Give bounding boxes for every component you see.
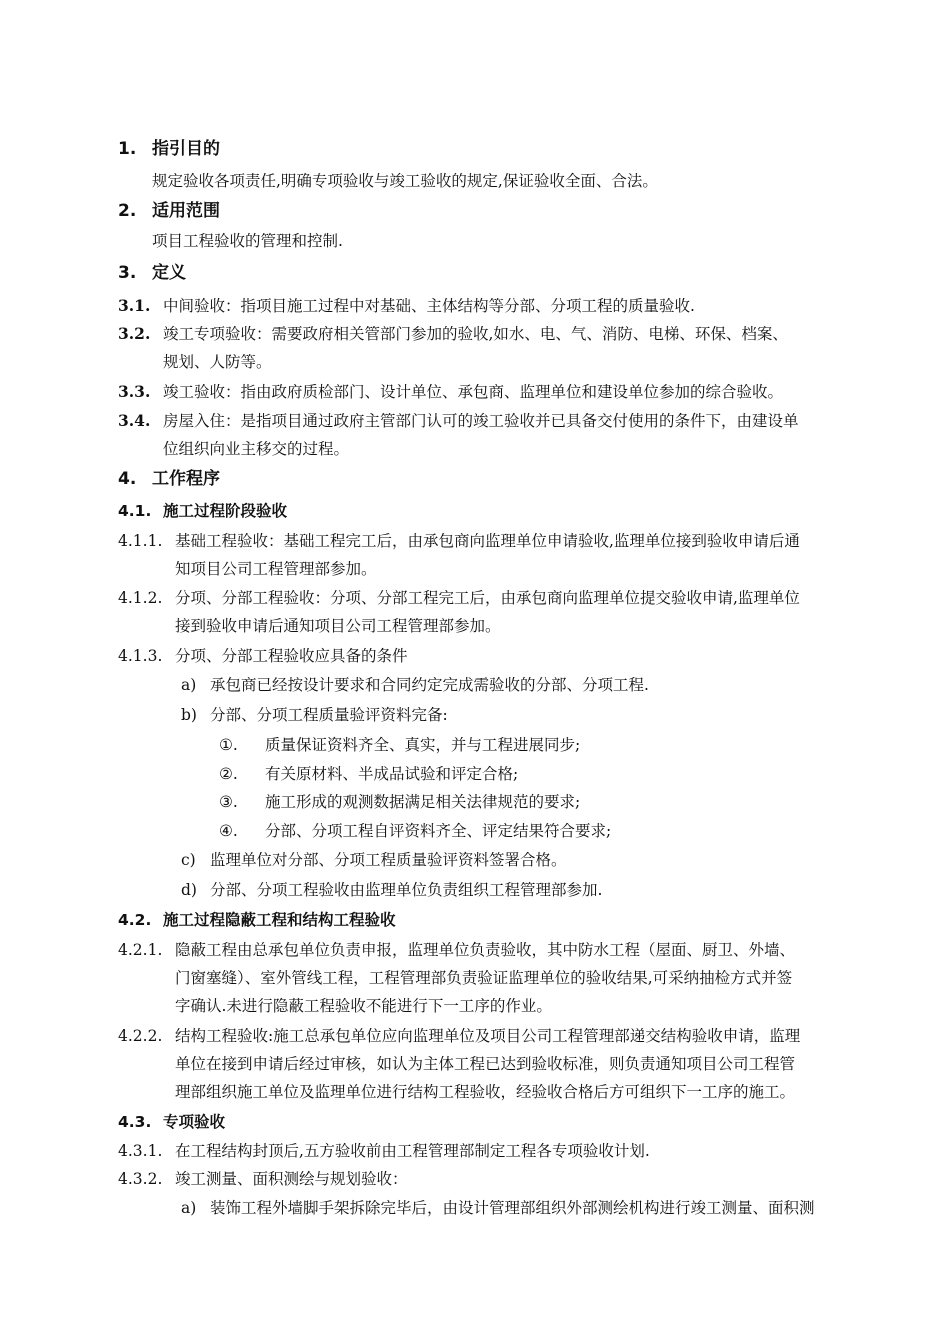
item-text: 房屋入住：是指项目通过政府主管部门认可的竣工验收并已具备交付使用的条件下，由建设单 [163,412,799,430]
clause-text: 分项、分部工程验收应具备的条件 [175,647,408,665]
item-text: 竣工专项验收：需要政府相关管部门参加的验收,如水、电、气、消防、电梯、环保、档案、 [163,325,788,343]
clause-text-continued: 门窗塞缝）、室外管线工程，工程管理部负责验证监理单位的验收结果,可采纳抽检方式并签 [175,969,793,987]
clause-number: 4.3.2. [118,1170,163,1188]
list-marker: c) [181,851,196,869]
item-number: 3.3. [118,382,151,401]
clause-text: 分项、分部工程验收：分项、分部工程完工后，由承包商向监理单位提交验收申请,监理单位 [175,589,800,607]
list-text: 装饰工程外墙脚手架拆除完毕后，由设计管理部组织外部测绘机构进行竣工测量、面积测 [210,1199,815,1217]
section-heading [0,200,950,224]
subsection-title: 施工过程隐蔽工程和结构工程验收 [163,911,396,929]
item-text-continued: 位组织向业主移交的过程。 [163,440,350,458]
clause-item [0,1140,950,1162]
sub-list-item [0,820,950,842]
subsection-title: 专项验收 [163,1113,226,1131]
clause-text-continued: 理部组织施工单位及监理单位进行结构工程验收，经验收合格后方可组织下一工序的施工。 [175,1083,796,1101]
section-title: 指引目的 [152,139,220,159]
subsection-title: 施工过程阶段验收 [163,502,288,520]
sub-list-text: 施工形成的观测数据满足相关法律规范的要求; [265,793,581,811]
item-number: 3.1. [118,296,151,315]
sub-list-text: 分部、分项工程自评资料齐全、评定结果符合要求; [265,822,612,840]
list-marker: a) [181,1199,197,1217]
clause-item [0,530,950,552]
list-text: 监理单位对分部、分项工程质量验评资料签署合格。 [210,851,567,869]
subsection-number: 4.1. [118,502,152,520]
item-text: 竣工验收：指由政府质检部门、设计单位、承包商、监理单位和建设单位参加的综合验收。 [163,383,784,401]
clause-number: 4.1.2. [118,589,163,607]
section-title: 适用范围 [152,201,220,221]
sub-list-item [0,734,950,756]
clause-text-continued: 知项目公司工程管理部参加。 [175,560,377,578]
definition-item [0,410,950,432]
subsection-number: 4.2. [118,911,152,929]
clause-text-continued: 字确认.未进行隐蔽工程验收不能进行下一工序的作业。 [175,997,552,1015]
sub-list-marker: ③. [219,793,238,811]
clause-number: 4.2.1. [118,941,163,959]
clause-text: 在工程结构封顶后,五方验收前由工程管理部制定工程各专项验收计划. [175,1142,650,1160]
section-title: 工作程序 [152,469,220,489]
section-heading [0,138,950,162]
paragraph: 项目工程验收的管理和控制. [152,232,343,250]
list-marker: d) [181,881,197,899]
paragraph: 规定验收各项责任,明确专项验收与竣工验收的规定,保证验收全面、合法。 [152,172,658,190]
definition-item [0,323,950,345]
list-marker: b) [181,706,197,724]
clause-item [0,939,950,961]
sub-list-text: 有关原材料、半成品试验和评定合格; [265,765,519,783]
clause-number: 4.2.2. [118,1027,163,1045]
clause-number: 4.1.3. [118,647,163,665]
list-marker: a) [181,676,197,694]
subsection-number: 4.3. [118,1113,152,1131]
clause-text: 竣工测量、面积测绘与规划验收： [175,1170,408,1188]
clause-item [0,645,950,667]
clause-item [0,1168,950,1190]
list-item [0,704,950,726]
list-item [0,849,950,871]
sub-list-text: 质量保证资料齐全、真实，并与工程进展同步; [265,736,581,754]
clause-text-continued: 单位在接到申请后经过审核，如认为主体工程已达到验收标准，则负责通知项目公司工程管 [175,1055,796,1073]
sub-list-item [0,763,950,785]
definition-item [0,381,950,403]
clause-number: 4.3.1. [118,1142,163,1160]
section-number: 1. [118,139,137,159]
item-text-continued: 规划、人防等。 [163,353,272,371]
section-title: 定义 [152,263,186,283]
list-text: 分部、分项工程质量验评资料完备: [210,706,448,724]
section-number: 4. [118,469,137,489]
clause-number: 4.1.1. [118,532,163,550]
clause-item [0,1025,950,1047]
sub-list-marker: ①. [219,736,238,754]
item-number: 3.2. [118,324,151,343]
clause-text: 结构工程验收:施工总承包单位应向监理单位及项目公司工程管理部递交结构验收申请，监理 [175,1027,801,1045]
clause-text: 隐蔽工程由总承包单位负责申报，监理单位负责验收，其中防水工程（屋面、厨卫、外墙、 [175,941,796,959]
subsection-heading [0,909,950,931]
section-number: 2. [118,201,137,221]
clause-text-continued: 接到验收申请后通知项目公司工程管理部参加。 [175,617,501,635]
section-heading [0,262,950,286]
list-item [0,674,950,696]
list-text: 分部、分项工程验收由监理单位负责组织工程管理部参加. [210,881,603,899]
subsection-heading [0,500,950,522]
item-text: 中间验收：指项目施工过程中对基础、主体结构等分部、分项工程的质量验收. [163,297,695,315]
list-item [0,879,950,901]
section-heading [0,468,950,492]
clause-item [0,587,950,609]
section-number: 3. [118,263,137,283]
definition-item [0,295,950,317]
subsection-heading [0,1111,950,1133]
clause-text: 基础工程验收：基础工程完工后，由承包商向监理单位申请验收,监理单位接到验收申请后通 [175,532,800,550]
sub-list-marker: ④. [219,822,238,840]
list-text: 承包商已经按设计要求和合同约定完成需验收的分部、分项工程. [210,676,649,694]
sub-list-item [0,791,950,813]
item-number: 3.4. [118,411,151,430]
list-item [0,1197,950,1219]
sub-list-marker: ②. [219,765,238,783]
